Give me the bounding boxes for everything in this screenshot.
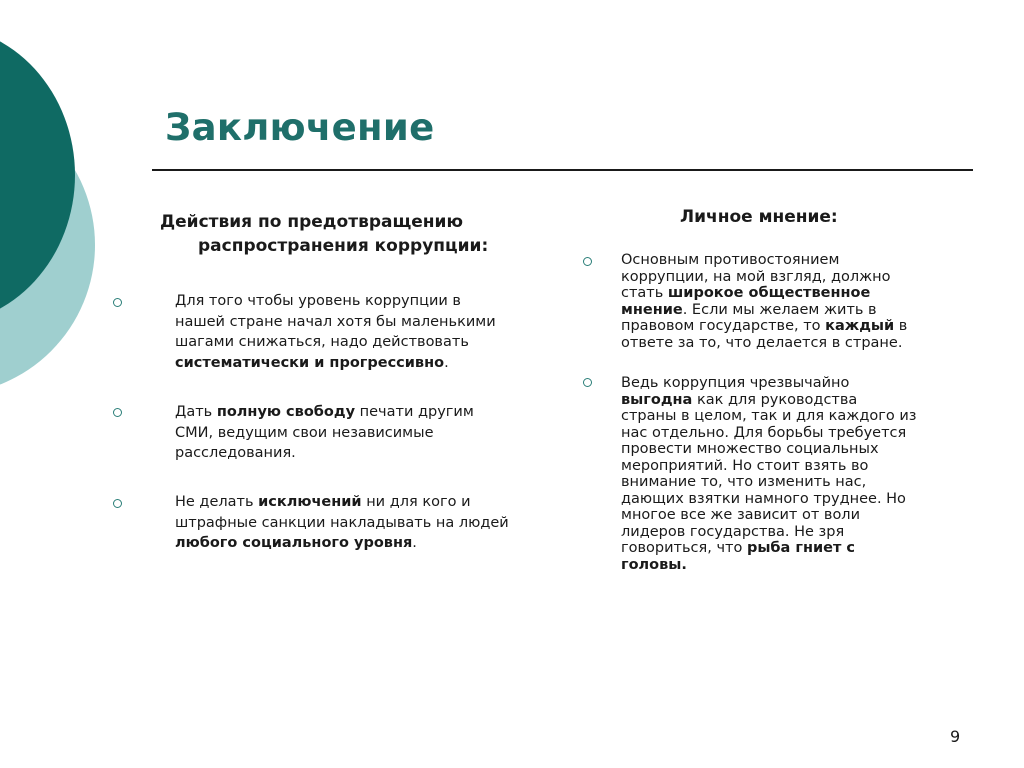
text-span: ни для кого и	[361, 494, 471, 510]
text-tail: .	[412, 535, 417, 551]
text-line: ответе за то, что делается в стране.	[621, 334, 903, 351]
bullet-icon	[583, 378, 592, 387]
text-line	[621, 285, 966, 302]
text-line	[621, 318, 966, 335]
text-line: нашей стране начал хотя бы маленькими	[175, 313, 496, 330]
right-paragraph-2	[621, 375, 966, 573]
bold-text: исключений	[258, 494, 362, 510]
text-span: . Если мы желаем жить в	[682, 301, 877, 318]
text-line	[621, 557, 966, 574]
left-bullet-1	[175, 291, 496, 373]
text-span: говориться, что	[621, 540, 747, 556]
text-line: шагами снижаться, надо действовать	[175, 334, 469, 350]
text-line: коррупции, на мой взгляд, должно	[621, 268, 891, 285]
text-line: мероприятий. Но стоит взять во	[621, 457, 869, 474]
text-line	[175, 492, 509, 513]
bold-text: каждый	[825, 318, 895, 334]
slide-title: Заключение	[165, 106, 435, 149]
bold-text: любого социального уровня	[175, 535, 413, 551]
text-line	[175, 402, 474, 423]
bullet-icon	[113, 499, 122, 508]
text-line: Основным противостоянием	[621, 252, 840, 268]
text-span: как для руководства	[692, 391, 858, 408]
title-divider	[152, 169, 973, 171]
text-line: провести множество социальных	[621, 441, 879, 457]
text-span: Не делать	[175, 494, 259, 510]
left-bullet-3	[175, 492, 509, 554]
text-line: Ведь коррупция чрезвычайно	[621, 375, 850, 391]
left-heading-line2: распространения коррупции:	[198, 236, 489, 256]
text-line	[621, 540, 966, 557]
text-line: внимание то, что изменить нас,	[621, 474, 867, 490]
right-paragraph-1	[621, 252, 966, 351]
bold-text: выгодна	[621, 391, 693, 408]
page-number: 9	[950, 727, 961, 746]
text-line: штрафные санкции накладывать на людей	[175, 514, 509, 531]
bullet-icon	[113, 298, 122, 307]
left-bullet-2	[175, 402, 474, 464]
text-tail: .	[444, 354, 449, 371]
left-heading-line1: Действия по предотвращению	[160, 212, 463, 232]
text-span: правовом государстве, то	[621, 318, 826, 334]
right-heading: Личное мнение:	[680, 207, 838, 227]
text-span: в	[894, 318, 908, 334]
bold-text: мнение	[621, 301, 683, 318]
text-span: стать	[621, 285, 668, 301]
text-line: страны в целом, так и для каждого из	[621, 408, 917, 424]
bold-text: полную свободу	[216, 404, 356, 420]
bold-text: рыба гниет с	[746, 540, 856, 556]
bold-text: систематически и прогрессивно	[175, 354, 445, 371]
text-line: нас отдельно. Для борьбы требуется	[621, 424, 907, 441]
bold-text: головы.	[621, 556, 687, 573]
text-line: СМИ, ведущим свои независимые	[175, 424, 434, 441]
text-line	[621, 302, 966, 319]
text-line: дающих взятки намного труднее. Но	[621, 490, 906, 507]
text-line	[621, 392, 966, 409]
bullet-icon	[583, 257, 592, 266]
text-span: Дать	[175, 404, 217, 420]
bullet-icon	[113, 408, 122, 417]
text-line: многое все же зависит от воли	[621, 507, 861, 523]
text-line: расследования.	[175, 445, 296, 461]
bold-text: широкое общественное	[667, 285, 871, 301]
text-span: печати другим	[355, 404, 474, 420]
text-line	[175, 533, 509, 554]
text-line	[175, 353, 496, 374]
text-line: лидеров государства. Не зря	[621, 523, 845, 540]
text-line: Для того чтобы уровень коррупции в	[175, 293, 461, 309]
